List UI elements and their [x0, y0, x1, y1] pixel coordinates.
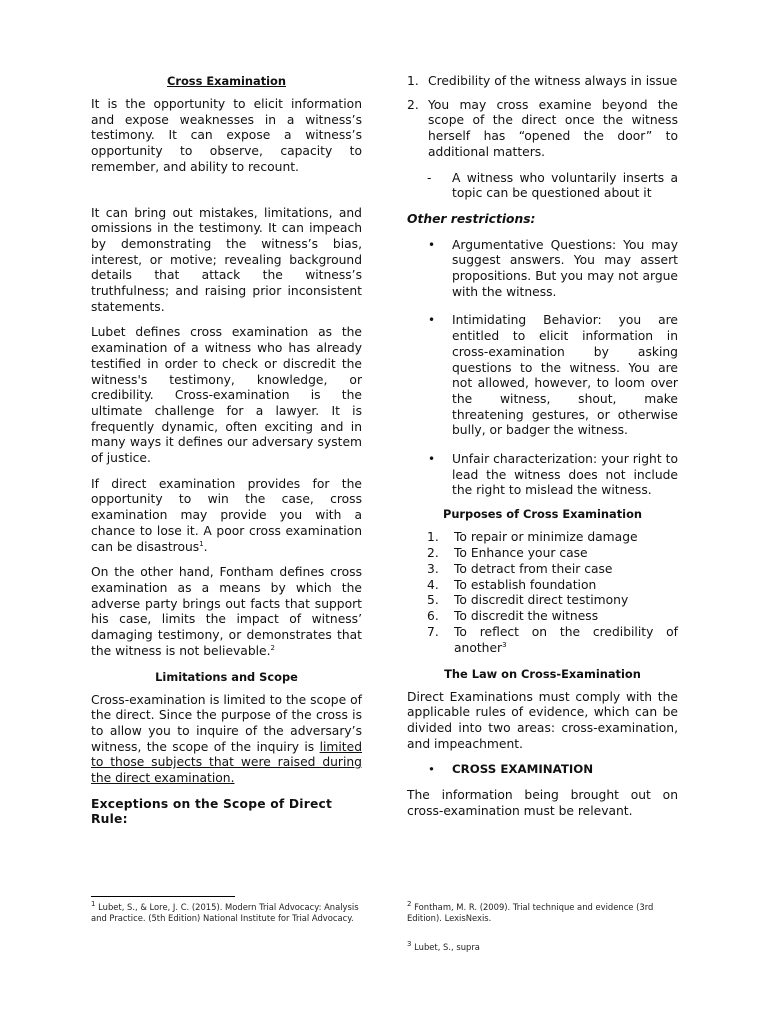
- footnote-text: Lubet, S., & Lore, J. C. (2015). Modern Trial Advocacy: Analysis and Practice. (5th Edition) National Institute for Trial Advocacy.: [91, 902, 359, 923]
- list-item: [407, 98, 678, 161]
- footnote-mark: 2: [407, 900, 412, 909]
- list-item: [407, 238, 678, 301]
- bullet-icon: •: [428, 237, 436, 252]
- paragraph-scope: [91, 693, 362, 787]
- heading-purposes: Purposes of Cross Examination: [442, 507, 643, 522]
- item-text: To detract from their case: [454, 561, 613, 576]
- item-text: To discredit direct testimony: [454, 593, 629, 608]
- footnote-ref: 3: [502, 640, 507, 649]
- item-text: You may cross examine beyond the scope of the direct once the witness herself has “opened the door” to additional matters.: [428, 97, 678, 159]
- item-number: 2.: [427, 545, 439, 560]
- footnote-divider: [91, 896, 235, 897]
- paragraph-direct-vs-cross: [91, 477, 362, 556]
- paragraph-text: Cross-examination is limited to the scope of the direct. Since the purpose of the cross is to allow you to inquire of the adversary’s witness, the scope of the inquiry is: [91, 692, 362, 754]
- section-title: Cross Examination: [167, 74, 286, 88]
- footnote-text: Lubet, S., supra: [414, 942, 480, 952]
- bullet-icon: •: [428, 313, 436, 328]
- item-text: A witness who voluntarily inserts a topic can be questioned about it: [452, 170, 678, 201]
- item-number: 7.: [427, 624, 439, 639]
- list-item: [407, 609, 678, 625]
- item-text: To repair or minimize damage: [454, 530, 638, 545]
- heading-text: CROSS EXAMINATION: [452, 762, 594, 777]
- footnote-ref: 2: [270, 643, 275, 652]
- bullet-icon: •: [428, 762, 435, 777]
- list-item: [407, 593, 678, 609]
- item-text: Unfair characterization: your right to lead the witness does not include the right to mislead the witness.: [452, 452, 678, 498]
- footnote-ref: 1: [199, 539, 204, 548]
- heading-law: The Law on Cross-Examination: [444, 666, 641, 681]
- item-text: Argumentative Questions: You may suggest answers. You may assert propositions. But you may not argue with the witness.: [452, 237, 678, 299]
- purposes-list: [407, 530, 678, 656]
- footnote-text: Fontham, M. R. (2009). Trial technique and evidence (3rd Edition). LexisNexis.: [407, 902, 654, 923]
- restrictions-list: [407, 238, 678, 500]
- paragraph-law: Direct Examinations must comply with the applicable rules of evidence, which can be divided into two areas: cross-examination, and impeachment.: [407, 689, 678, 751]
- item-number: 2.: [407, 97, 419, 112]
- footnote-mark: 3: [407, 940, 412, 949]
- paragraph-mistakes: It can bring out mistakes, limitations, and omissions in the testimony. It can impeach by demonstrating the witness’s bias, interest, or motive; revealing background details that attack the witness’s truthfulness; and raising prior inconsistent statements.: [91, 205, 362, 314]
- footnote-3: [407, 942, 607, 953]
- item-text: To establish foundation: [454, 577, 597, 592]
- list-item: [407, 562, 678, 578]
- item-number: 5.: [427, 593, 439, 608]
- list-item: [407, 625, 678, 657]
- footnote-2: [407, 902, 682, 924]
- paragraph-text: On the other hand, Fontham defines cross examination as a means by which the adverse party brings out facts that support his case, limits the impact of witness’ damaging testimony, or demonstrates that the witness is not believable.: [91, 565, 362, 658]
- item-number: 4.: [427, 577, 439, 592]
- paragraph-relevance: The information being brought out on cross-examination must be relevant.: [407, 788, 678, 818]
- heading-limitations: Limitations and Scope: [155, 669, 298, 684]
- right-column: [407, 74, 678, 829]
- item-text: Intimidating Behavior: you are entitled to elicit information in cross-examination by asking questions to the witness. You are not allowed, however, to loom over the witness, shout, make threatening gestures, or otherwise bully, or badger the witness.: [452, 313, 678, 438]
- exceptions-list: [407, 74, 678, 161]
- list-item: [407, 313, 678, 439]
- list-item: [407, 530, 678, 546]
- footnote-1: [91, 902, 366, 924]
- list-item: [407, 578, 678, 594]
- paragraph-end: .: [203, 539, 208, 554]
- paragraph-fontham: [91, 565, 362, 659]
- item-number: 3.: [427, 561, 439, 576]
- item-text: To discredit the witness: [454, 609, 599, 624]
- heading-exceptions: Exceptions on the Scope of Direct Rule:: [91, 796, 333, 827]
- heading-cross-examination: [407, 762, 678, 778]
- sub-item: [407, 171, 678, 202]
- paragraph-text: If direct examination provides for the opportunity to win the case, cross examination may provide you with a chance to lose it. A poor cross examination can be disastrous: [91, 476, 362, 554]
- item-text: To Enhance your case: [454, 545, 588, 560]
- item-text: To reflect on the credibility of another: [454, 624, 678, 655]
- paragraph-definition: It is the opportunity to elicit information and expose weaknesses in a witness’s testimony. It can expose a witness’s opportunity to observe, capacity to remember, and ability to recount.: [91, 97, 362, 174]
- footnote-mark: 1: [91, 900, 96, 909]
- dash-marker: -: [427, 170, 432, 185]
- paragraph-lubet: Lubet defines cross examination as the examination of a witness who has already testified in order to check or discredit the witness's testimony, knowledge, or credibility. Cross-examination is the ultimate challenge for a lawyer. It is frequently dynamic, often exciting and in many ways it defines our adversary system of justice.: [91, 325, 362, 466]
- item-text: Credibility of the witness always in issue: [428, 74, 678, 88]
- item-number: 1.: [407, 74, 419, 88]
- list-item: [407, 546, 678, 562]
- list-item: [407, 452, 678, 499]
- heading-restrictions: Other restrictions:: [407, 211, 536, 226]
- left-column: [91, 74, 362, 836]
- item-number: 6.: [427, 609, 439, 624]
- bullet-icon: •: [428, 452, 436, 467]
- underlined-text: limited to those subjects that were raised during the direct examination.: [91, 739, 362, 786]
- item-number: 1.: [427, 530, 439, 545]
- list-item: [407, 74, 678, 90]
